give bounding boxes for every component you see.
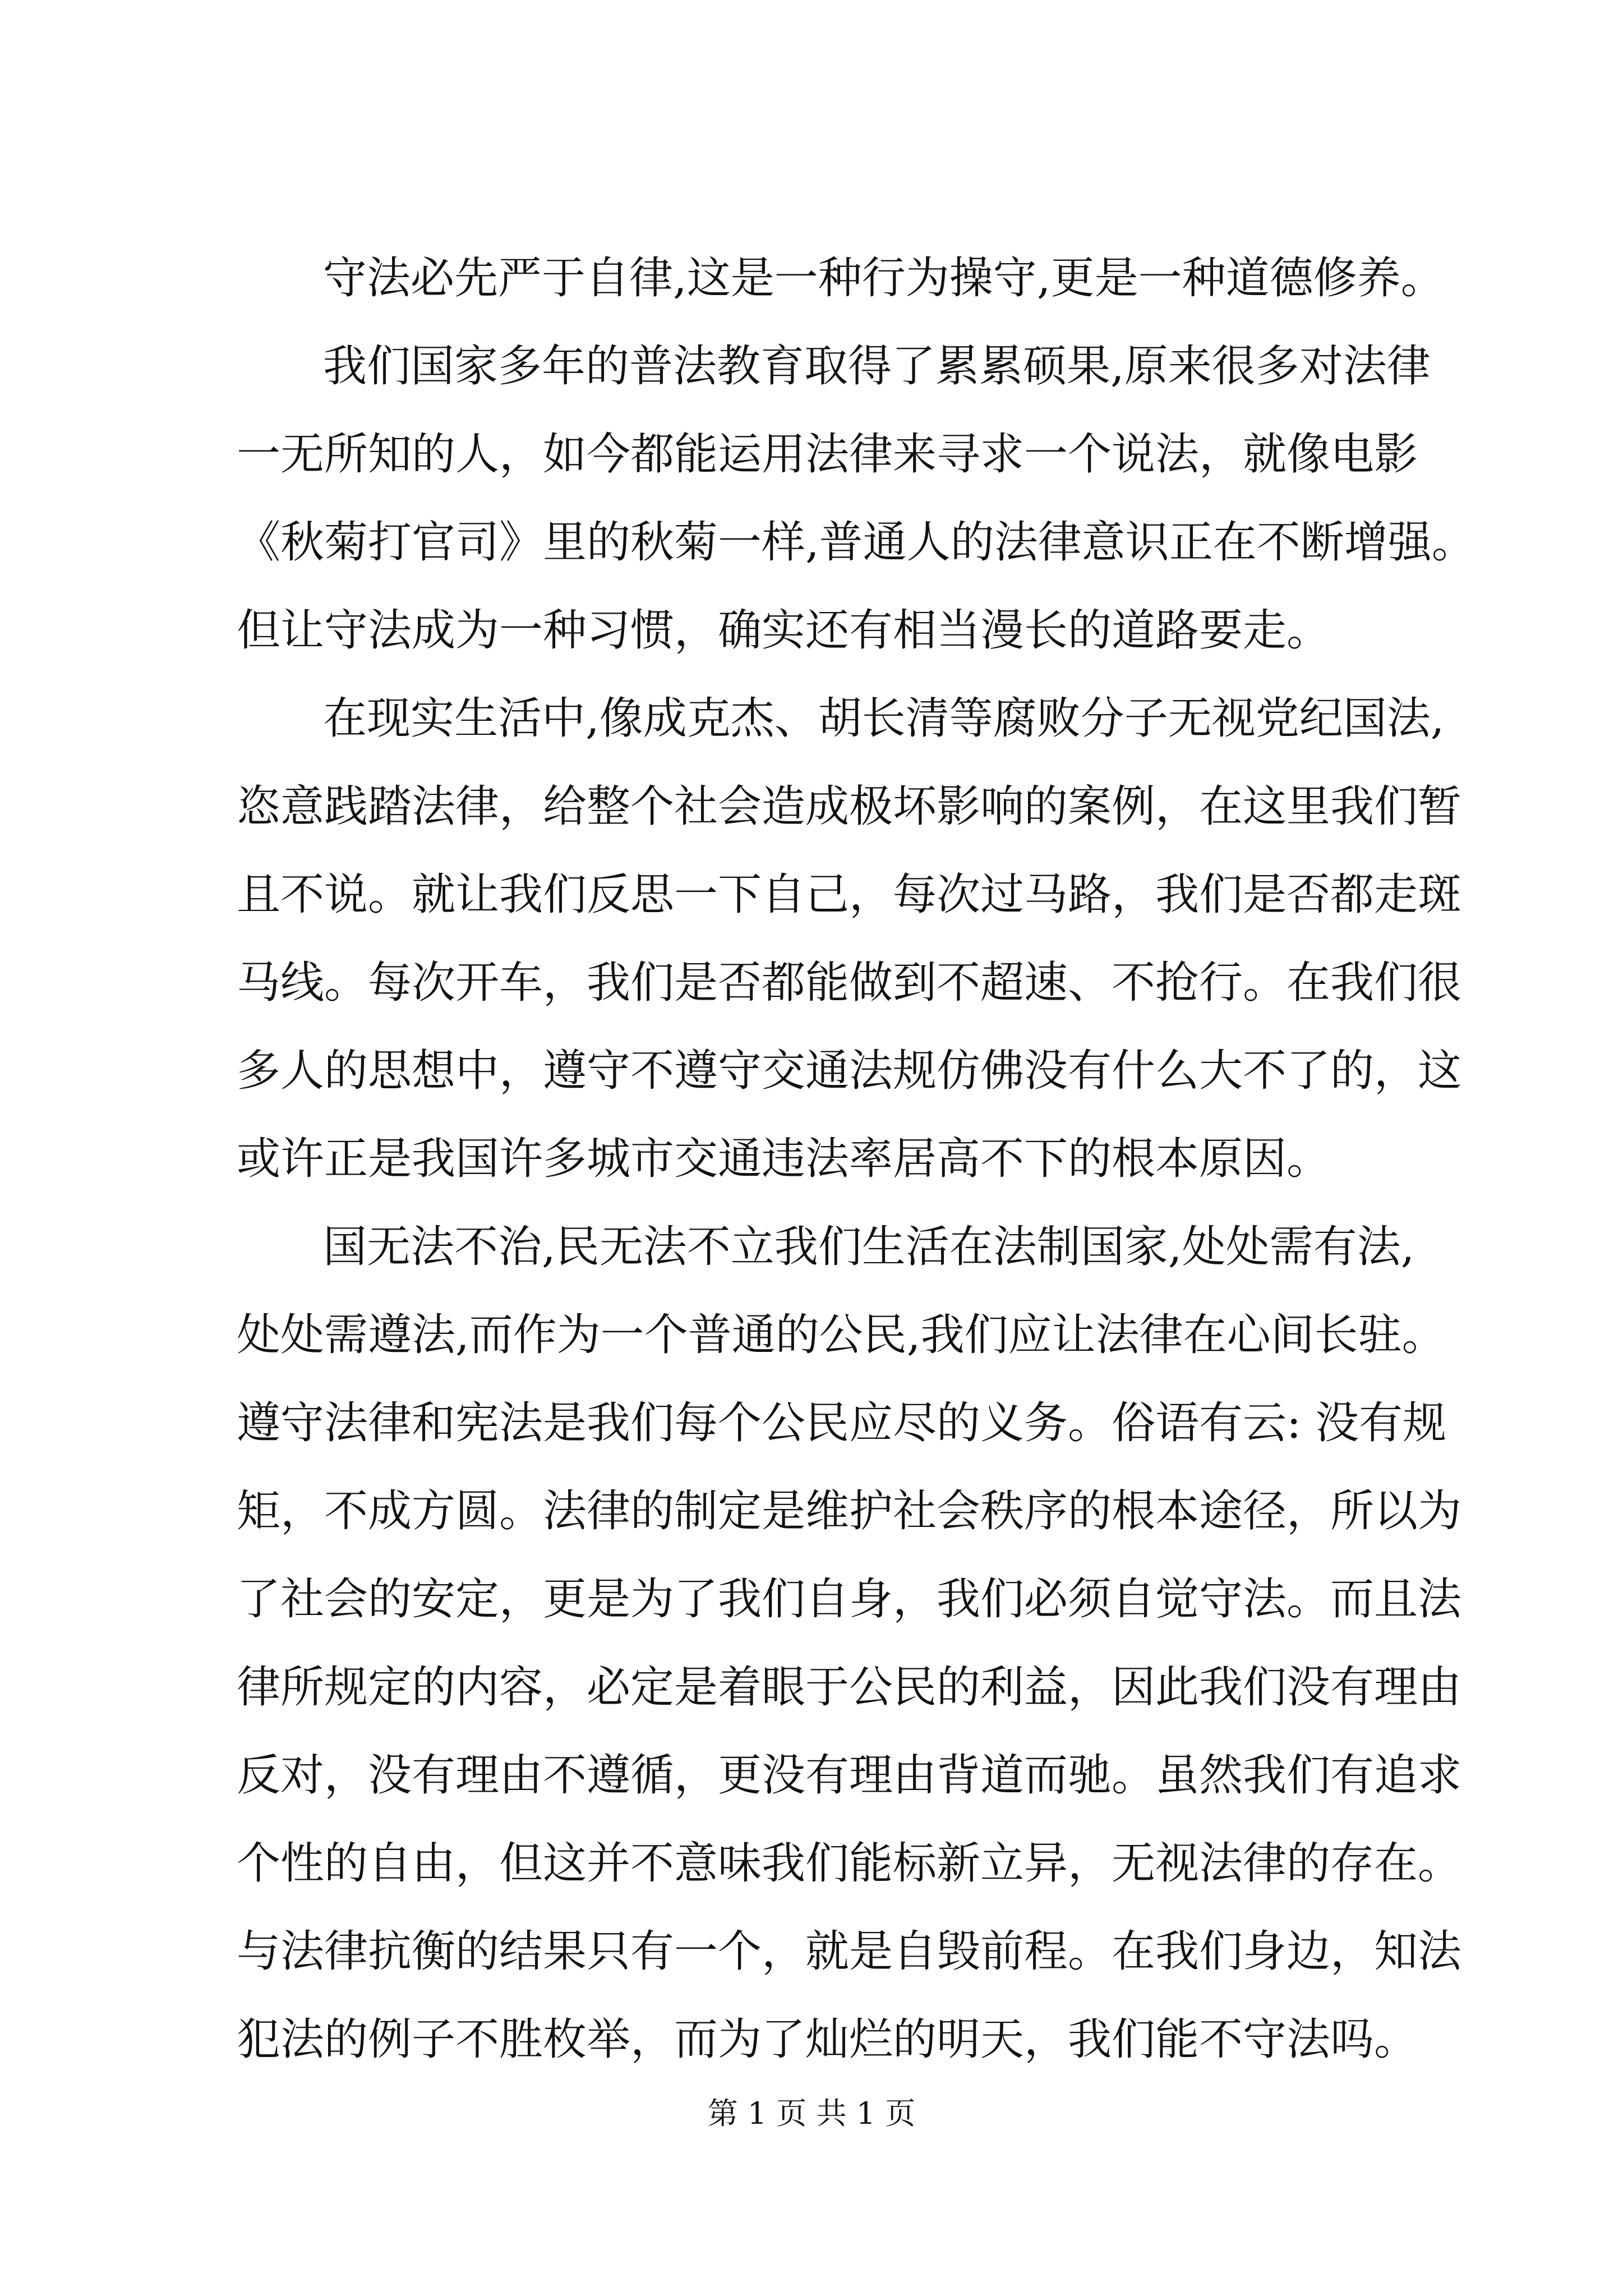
text-line: 或许正是我国许多城市交通违法率居高不下的根本原因。 [237,1134,1331,1184]
text-line: 守法必先严于自律,这是一种行为操守,更是一种道德修养。 [323,253,1445,303]
page-number-label: 第 1 页 共 1 页 [707,2096,916,2131]
text-line: 遵守法律和宪法是我们每个公民应尽的义务。俗语有云: 没有规 [237,1398,1447,1448]
page-footer [0,2091,1623,2136]
text-line: 处处需遵法,而作为一个普通的公民,我们应让法律在心间长驻。 [237,1310,1446,1360]
text-line: 马线。每次开车，我们是否都能做到不超速、不抢行。在我们很 [237,958,1462,1008]
text-line: 《秋菊打官司》里的秋菊一样,普通人的法律意识正在不断增强。 [237,517,1476,568]
text-line: 我们国家多年的普法教育取得了累累硕果,原来很多对法律 [323,341,1431,392]
text-line: 犯法的例子不胜枚举，而为了灿烂的明天，我们能不守法吗。 [237,2014,1418,2065]
text-line: 律所规定的内容，必定是着眼于公民的利益，因此我们没有理由 [237,1662,1462,1713]
text-line: 国无法不治,民无法不立我们生活在法制国家,处处需有法, [323,1222,1415,1272]
document-body [237,234,1476,2084]
text-line: 反对，没有理由不遵循，更没有理由背道而驰。虽然我们有追求 [237,1750,1462,1801]
text-line: 矩，不成方圆。法律的制定是维护社会秩序的根本途径，所以为 [237,1486,1462,1536]
text-line: 与法律抗衡的结果只有一个，就是自毁前程。在我们身边，知法 [237,1926,1462,1977]
text-line: 一无所知的人，如今都能运用法律来寻求一个说法，就像电影 [237,429,1418,480]
text-line: 在现实生活中,像成克杰、胡长清等腐败分子无视党纪国法, [323,693,1445,744]
text-line: 多人的思想中，遵守不遵守交通法规仿佛没有什么大不了的，这 [237,1046,1462,1096]
text-line: 恣意践踏法律，给整个社会造成极坏影响的案例，在这里我们暂 [237,781,1462,832]
text-line: 个性的自由，但这并不意味我们能标新立异，无视法律的存在。 [237,1838,1462,1889]
text-line: 且不说。就让我们反思一下自己，每次过马路，我们是否都走斑 [237,869,1462,920]
text-line: 但让守法成为一种习惯，确实还有相当漫长的道路要走。 [237,605,1331,656]
text-line: 了社会的安定，更是为了我们自身，我们必须自觉守法。而且法 [237,1574,1462,1625]
